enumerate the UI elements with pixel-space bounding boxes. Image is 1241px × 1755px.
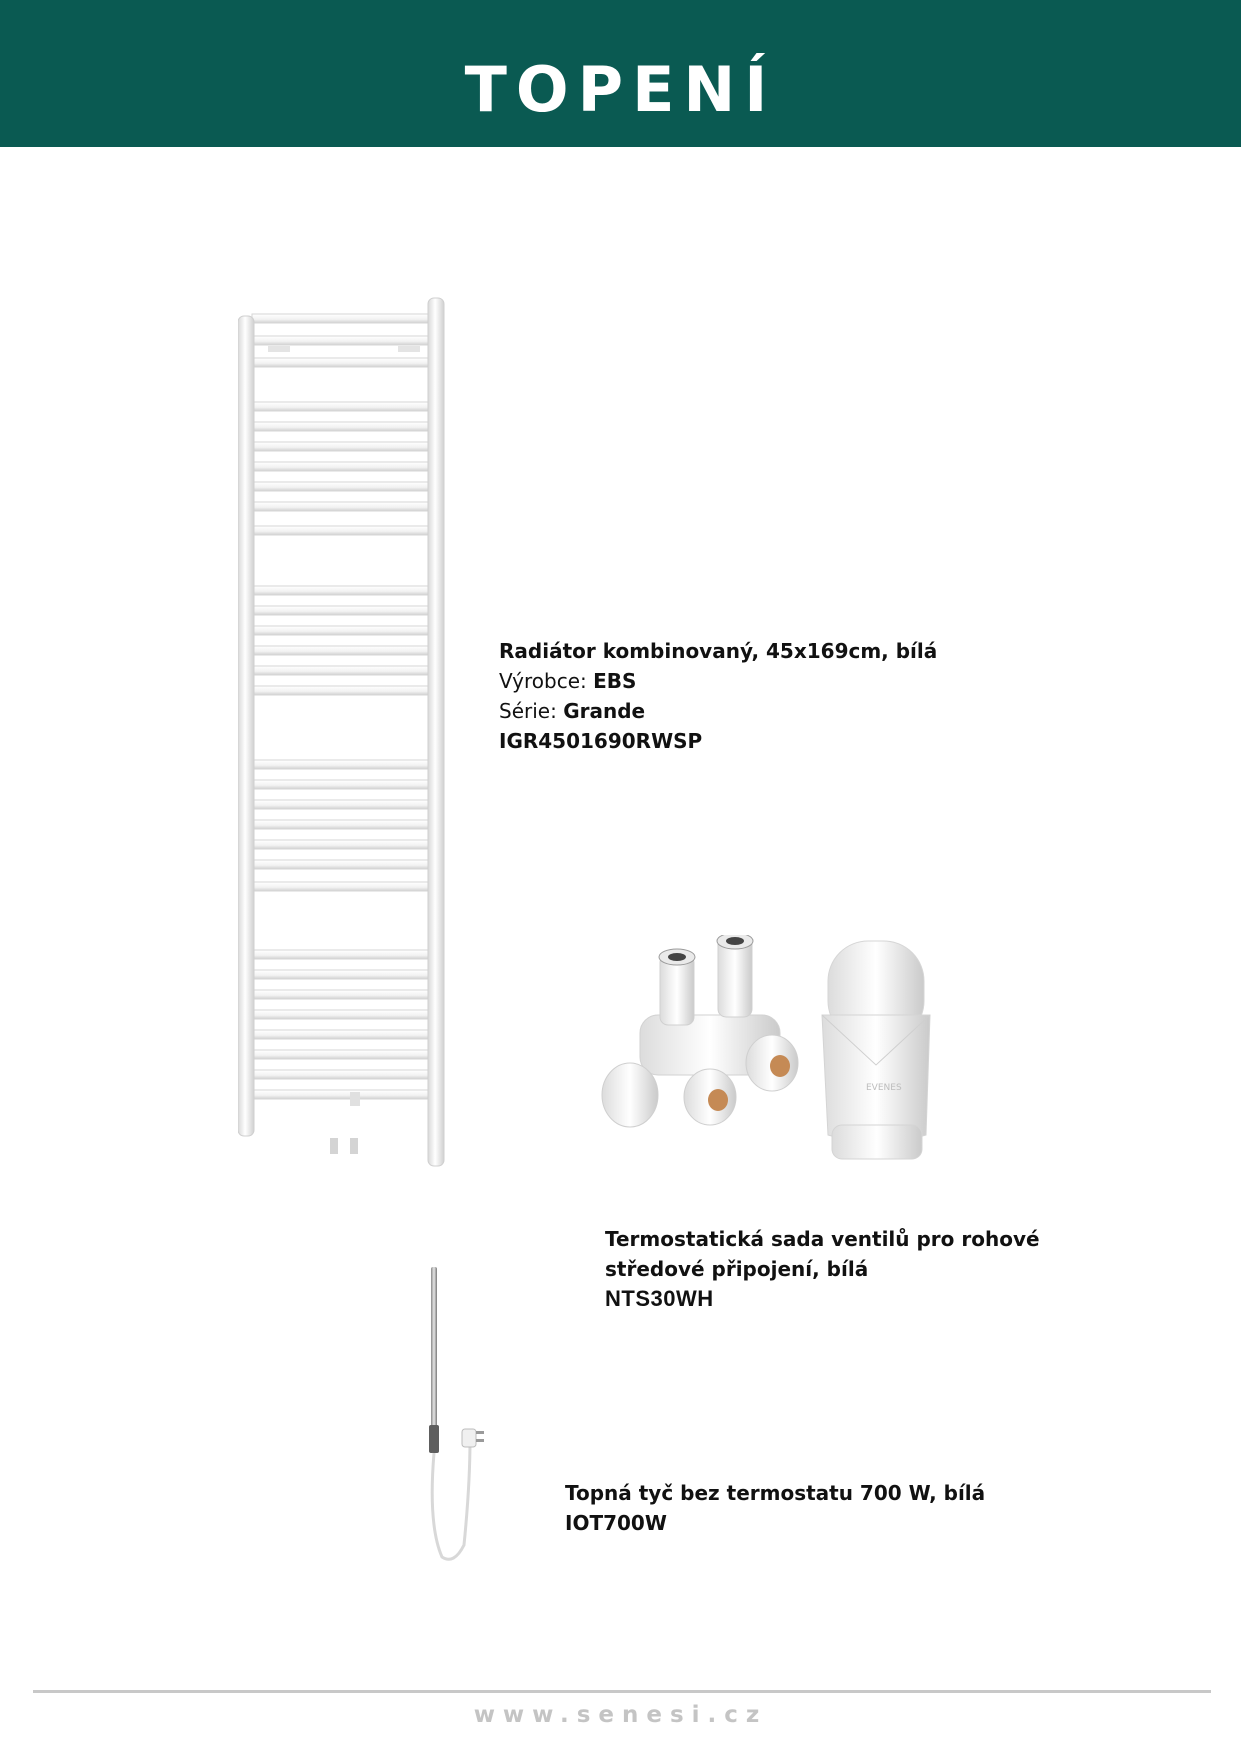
valve-set-image xyxy=(600,935,940,1170)
footer-website: www.senesi.cz xyxy=(473,1702,768,1728)
manufacturer-value: EBS xyxy=(593,669,637,693)
product-valve-set xyxy=(605,1224,1040,1314)
series-value: Grande xyxy=(563,699,646,723)
product-name-line2: středové připojení, bílá xyxy=(605,1257,869,1281)
series-row: Série: Grande xyxy=(499,699,646,723)
product-name: Radiátor kombinovaný, 45x169cm, bílá xyxy=(499,639,938,663)
footer-divider xyxy=(33,1690,1211,1693)
product-code: IGR4501690RWSP xyxy=(499,729,703,753)
heating-rod-image xyxy=(420,1265,500,1570)
product-radiator xyxy=(499,636,937,756)
page-title: TOPENÍ xyxy=(464,53,777,126)
product-name-line1: Termostatická sada ventilů pro rohové xyxy=(605,1227,1040,1251)
radiator-image xyxy=(238,290,458,1175)
svg-text:EVENES: EVENES xyxy=(866,1083,902,1093)
product-name: Topná tyč bez termostatu 700 W, bílá xyxy=(565,1481,986,1505)
manufacturer-row: Výrobce: EBS xyxy=(499,669,637,693)
product-heating-rod xyxy=(565,1478,985,1538)
product-code: IOT700W xyxy=(565,1511,667,1535)
product-code: NTS30WH xyxy=(605,1286,714,1311)
header-banner xyxy=(0,0,1241,147)
